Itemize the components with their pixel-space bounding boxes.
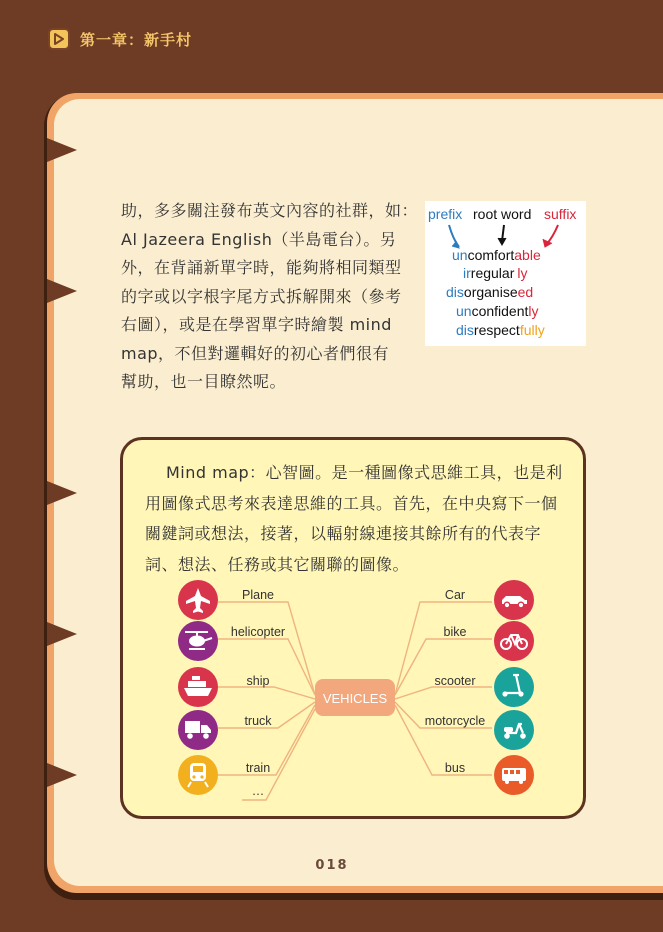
page-number: 018 [315, 858, 349, 873]
word-unconfidently: unconfidently [456, 303, 539, 319]
bike-icon [494, 621, 534, 661]
mindmap-label-bike: bike [443, 625, 467, 639]
page-notch [47, 763, 77, 787]
center-label: VEHICLES [322, 691, 388, 706]
page-notch [47, 481, 77, 505]
mindmap-label-ellipsis: … [251, 784, 265, 798]
play-icon [48, 28, 70, 50]
word-disorganised: disorganiseed [446, 284, 534, 300]
chapter-header [48, 26, 192, 52]
mindmap-label-plane: Plane [242, 588, 274, 602]
chapter-title: 第一章：新手村 [80, 30, 193, 49]
paragraph-line: 右圖），或是在學習單字時繪製 mind [121, 315, 392, 334]
mindmap-label-bus: bus [444, 761, 466, 775]
root-arrow-head [498, 238, 506, 245]
motor-scooter-icon [494, 710, 534, 750]
kick-scooter-icon [494, 667, 534, 707]
word-irregularly: irregular ly [463, 265, 528, 281]
mindmap-label-train: train [245, 761, 271, 775]
suffix-header: suffix [544, 206, 577, 222]
word-disrespectfully: disrespectfully [456, 322, 545, 338]
mindmap-label-helicopter: helicopter [230, 625, 286, 639]
mindmap-label-motorcycle: motorcycle [424, 714, 486, 728]
bus-icon [494, 755, 534, 795]
paragraph-line: 的字或以字根字尾方式拆解開來（參考 [121, 286, 402, 306]
mindmap-label-car: Car [444, 588, 466, 602]
page-notch [47, 279, 77, 303]
paragraph-line: 幫助，也一目瞭然呢。 [121, 372, 287, 391]
definition-line: 關鍵詞或想法，接著，以輻射線連接其餘所有的代表字 [145, 524, 542, 543]
airplane-icon [178, 580, 218, 620]
paragraph-line: map，不但對邏輯好的初心者們很有 [121, 343, 390, 363]
page-notch [47, 622, 77, 646]
vehicles-mind-map [170, 575, 540, 807]
word-structure-figure [425, 201, 586, 346]
word-uncomfortable: uncomfortable [452, 247, 541, 263]
definition-line: 用圖像式思考來表達思維的工具。首先，在中央寫下一個 [145, 493, 558, 513]
helicopter-icon [178, 621, 218, 661]
paragraph-line: Al Jazeera English（半島電台）。另 [121, 229, 397, 249]
definition-line: Mind map：心智圖。是一種圖像式思維工具，也是利 [166, 463, 563, 482]
mindmap-label-truck: truck [244, 714, 272, 728]
mindmap-label-scooter: scooter [434, 674, 476, 688]
definition-line: 詞、想法、任務或其它關聯的圖像。 [145, 554, 410, 574]
ship-icon [178, 667, 218, 707]
car-icon [494, 580, 534, 620]
train-icon [178, 755, 218, 795]
mindmap-label-ship: ship [246, 674, 270, 688]
body-paragraph [121, 197, 419, 397]
paragraph-line: 助，多多關注發布英文內容的社群，如： [121, 201, 419, 220]
truck-icon [178, 710, 218, 750]
prefix-header: prefix [428, 206, 463, 222]
mind-map-definition [145, 458, 570, 580]
root-header: root word [473, 206, 532, 222]
paragraph-line: 外，在背誦新單字時，能夠將相同類型 [121, 258, 402, 277]
page-notch [47, 138, 77, 162]
